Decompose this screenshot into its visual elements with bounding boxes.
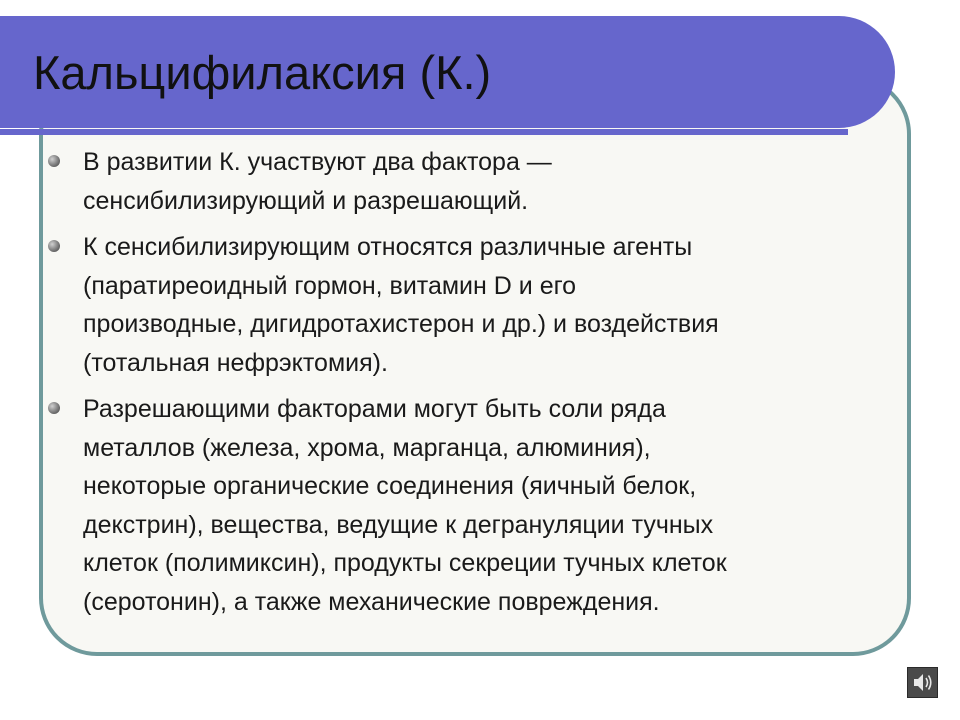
bullet-item	[46, 228, 904, 382]
bullet-line: декстрин), вещества, ведущие к дегрануляции тучных	[83, 510, 714, 539]
bullet-line: производные, дигидротахистерон и др.) и воздействия	[83, 310, 719, 338]
bullet-dot-icon	[48, 155, 60, 167]
bullet-line: В развитии К. участвуют два фактора —	[83, 148, 552, 176]
bullet-line: металлов (железа, хрома, марганца, алюминия),	[83, 433, 651, 462]
bullet-line: (серотонин), а также механические повреждения.	[83, 587, 660, 616]
bullet-item	[46, 390, 904, 621]
title-underline	[0, 129, 848, 135]
slide-title: Кальцифилаксия (К.)	[33, 46, 492, 99]
speaker-icon[interactable]	[907, 667, 938, 698]
bullet-line: клеток (полимиксин), продукты секреции тучных клеток	[83, 549, 727, 577]
bullet-dot-icon	[48, 402, 60, 414]
bullet-line: некоторые органические соединения (яичный белок,	[83, 472, 697, 500]
bullet-line: (тотальная нефрэктомия).	[83, 348, 388, 377]
bullet-list	[46, 143, 904, 629]
bullet-dot-icon	[48, 240, 60, 252]
speaker-icon-glyph	[908, 668, 937, 697]
bullet-item	[46, 143, 904, 220]
bullet-line: (паратиреоидный гормон, витамин D и его	[83, 271, 577, 300]
bullet-line: сенсибилизирующий и разрешающий.	[83, 186, 529, 215]
bullet-line: Разрешающими факторами могут быть соли ряда	[83, 395, 666, 423]
bullet-line: К сенсибилизирующим относятся различные агенты	[83, 233, 693, 261]
